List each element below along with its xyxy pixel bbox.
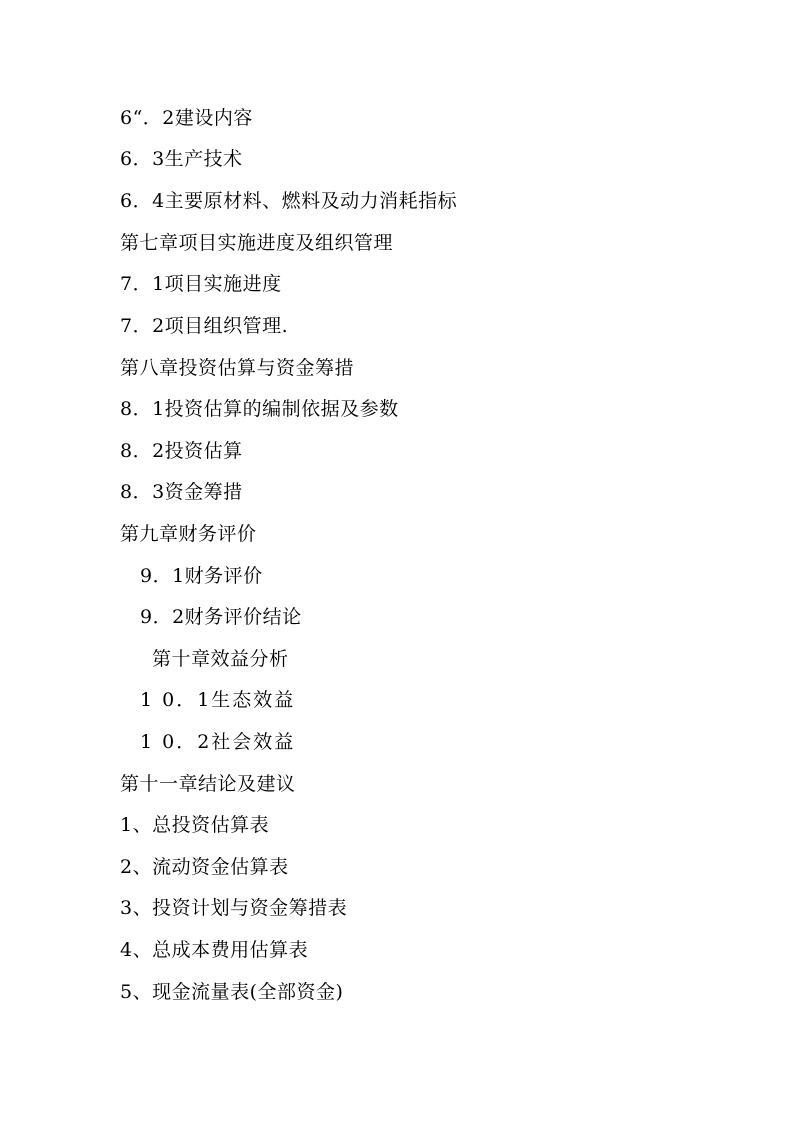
toc-entry-10-1: 1 0．1生态效益 [140,689,296,711]
toc-entry-9-1: 9．1财务评价 [140,565,263,587]
toc-entry-7-2: 7．2项目组织管理. [120,315,289,337]
toc-entry-8-2: 8．2投资估算 [120,440,243,462]
toc-entry-6-2: 6“．2建设内容 [120,107,253,129]
toc-chapter-7: 第七章项目实施进度及组织管理 [120,232,394,254]
toc-entry-9-2: 9．2财务评价结论 [140,606,302,628]
toc-appendix-1: 1、总投资估算表 [120,814,270,836]
toc-chapter-8: 第八章投资估算与资金筹措 [120,357,355,379]
toc-chapter-11: 第十一章结论及建议 [120,773,296,795]
toc-entry-6-4: 6．4主要原材料、燃料及动力消耗指标 [120,190,458,212]
toc-entry-6-3: 6．3生产技术 [120,148,243,170]
toc-entry-10-2: 1 0．2社会效益 [140,731,296,753]
toc-chapter-10: 第十章效益分析 [152,648,289,670]
toc-entry-8-1: 8．1投资估算的编制依据及参数 [120,398,399,420]
toc-appendix-3: 3、投资计划与资金筹措表 [120,897,348,919]
toc-appendix-2: 2、流动资金估算表 [120,856,289,878]
toc-entry-8-3: 8．3资金筹措 [120,481,243,503]
toc-entry-7-1: 7．1项目实施进度 [120,273,282,295]
toc-chapter-9: 第九章财务评价 [120,523,257,545]
toc-appendix-4: 4、总成本费用估算表 [120,939,309,961]
toc-appendix-5: 5、现金流量表(全部资金) [120,981,344,1003]
